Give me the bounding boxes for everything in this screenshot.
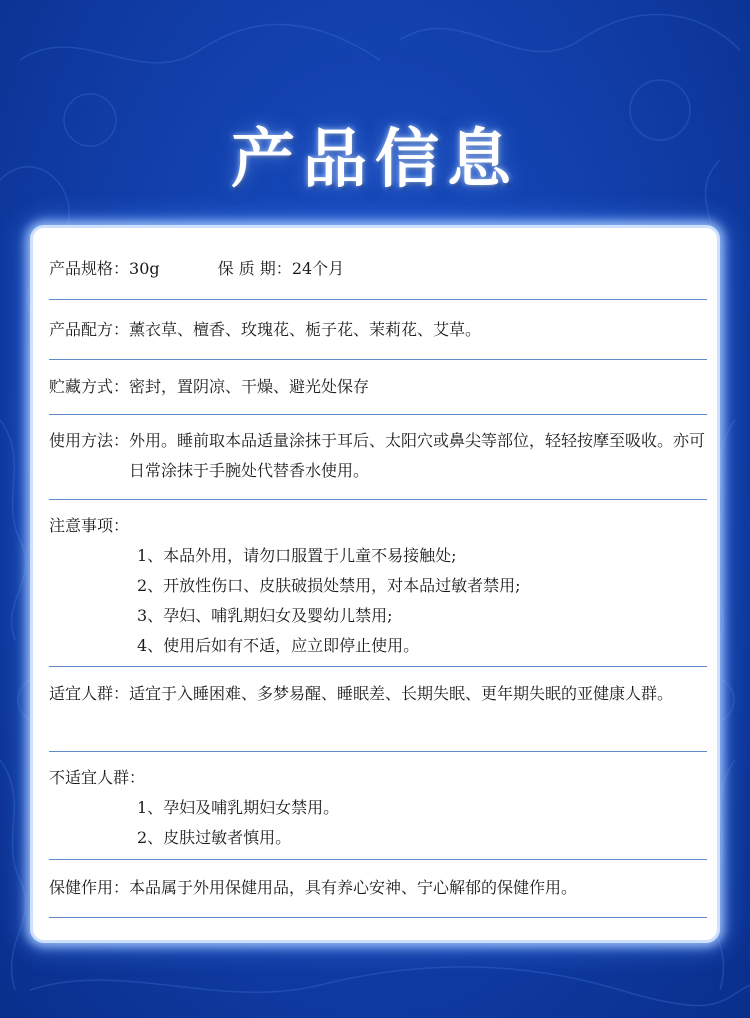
- unsuitable-label: 不适宜人群：: [49, 768, 146, 787]
- page-title: 产品信息: [231, 123, 519, 197]
- usage-label: 使用方法：: [49, 431, 130, 450]
- suitable-label: 适宜人群：: [49, 684, 130, 703]
- spec-row: [49, 240, 707, 300]
- storage-value: 密封，置阴凉、干燥、避光处保存: [129, 377, 370, 396]
- function-label: 保健作用：: [49, 878, 130, 897]
- suitable-value: 适宜于入睡困难、多梦易醒、睡眠差、长期失眠、更年期失眠的亚健康人群。: [129, 684, 674, 703]
- usage-row: [49, 415, 707, 500]
- function-value: 本品属于外用保健用品，具有养心安神、宁心解郁的保健作用。: [129, 878, 578, 897]
- storage-row: [49, 360, 707, 415]
- formula-row: [49, 300, 707, 360]
- suitable-row: [49, 667, 707, 752]
- product-info-card: [30, 225, 720, 943]
- info-list: [49, 240, 707, 918]
- list-item: 2、皮肤过敏者慎用。: [137, 828, 292, 847]
- shelf-life-label: 保 质 期：: [217, 259, 292, 278]
- function-row: [49, 860, 707, 918]
- formula-label: 产品配方：: [49, 320, 130, 339]
- spec-value: 30g: [129, 259, 160, 278]
- list-item: 4、使用后如有不适，应立即停止使用。: [137, 636, 420, 655]
- notes-row: [49, 500, 707, 667]
- formula-value: 薰衣草、檀香、玫瑰花、栀子花、茉莉花、艾草。: [129, 320, 482, 339]
- list-item: 1、孕妇及哺乳期妇女禁用。: [137, 798, 340, 817]
- notes-list: [49, 541, 707, 661]
- unsuitable-row: [49, 752, 707, 860]
- list-item: 2、开放性伤口、皮肤破损处禁用，对本品过敏者禁用;: [137, 576, 521, 595]
- unsuitable-list: [49, 793, 707, 853]
- list-item: 1、本品外用，请勿口服置于儿童不易接触处;: [137, 546, 457, 565]
- shelf-life-value: 24个月: [291, 259, 345, 278]
- notes-label: 注意事项：: [49, 516, 130, 535]
- usage-value: 外用。睡前取本品适量涂抹于耳后、太阳穴或鼻尖等部位，轻轻按摩至吸收。亦可日常涂抹于手腕处代替香水使用。: [129, 431, 706, 480]
- storage-label: 贮藏方式：: [49, 377, 130, 396]
- list-item: 3、孕妇、哺乳期妇女及婴幼儿禁用;: [137, 606, 393, 625]
- spec-label: 产品规格：: [49, 259, 130, 278]
